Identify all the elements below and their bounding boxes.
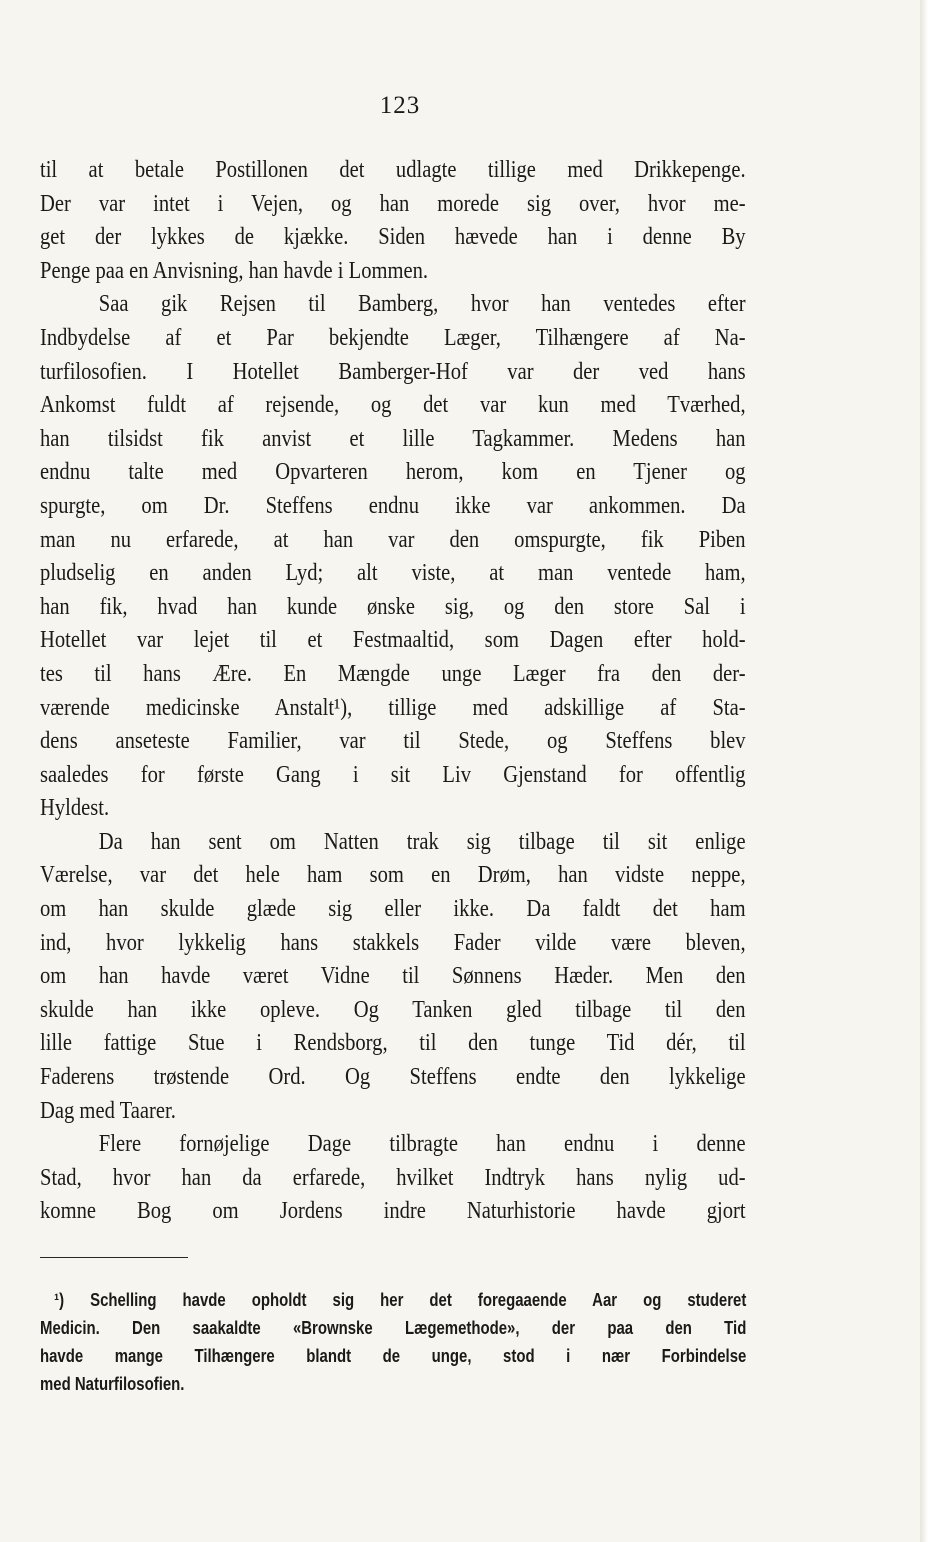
text-line: han tilsidst fik anvist et lille Tagkammer. Medens han (40, 424, 746, 452)
text-line: ind, hvor lykkelig hans stakkels Fader vilde være bleven, (40, 928, 746, 956)
footnote-line: med Naturfilosofien. (40, 1374, 185, 1394)
text-line: Stad, hvor han da erfarede, hvilket Indtryk hans nylig ud- (40, 1163, 746, 1191)
body-text (40, 153, 746, 1228)
footnote-line: Medicin. Den saakaldte «Brownske Lægemethode», der paa den Tid (40, 1318, 747, 1338)
text-line: Dag med Taarer. (40, 1096, 176, 1124)
text-line: Saa gik Rejsen til Bamberg, hvor han ventedes efter (98, 290, 746, 318)
footnote-divider (40, 1257, 188, 1258)
text-line: spurgte, om Dr. Steffens endnu ikke var ankommen. Da (40, 491, 746, 519)
text-line: Da han sent om Natten trak sig tilbage til sit enlige (98, 827, 746, 855)
text-line: Faderens trøstende Ord. Og Steffens endte den lykkelige (40, 1063, 746, 1091)
text-line: pludselig en anden Lyd; alt viste, at man ventede ham, (40, 559, 746, 587)
text-line: Indbydelse af et Par bekjendte Læger, Tilhængere af Na- (40, 323, 746, 351)
text-line: Ankomst fuldt af rejsende, og det var kun med Tværhed, (40, 391, 746, 419)
text-line: Penge paa en Anvisning, han havde i Lommen. (40, 256, 429, 284)
text-line: til at betale Postillonen det udlagte tillige med Drikkepenge. (40, 156, 746, 183)
page-edge (920, 0, 928, 1542)
text-line: get der lykkes de kjække. Siden hævede han i denne By (40, 223, 746, 251)
text-line: endnu talte med Opvarteren herom, kom en Tjener og (40, 458, 746, 486)
text-line: komne Bog om Jordens indre Naturhistorie havde gjort (40, 1197, 746, 1225)
text-line: Hotellet var lejet til et Festmaaltid, som Dagen efter hold- (40, 626, 746, 654)
footnote-marker: ¹) (54, 1290, 65, 1310)
footnote-text: Schelling havde opholdt sig her det foregaaende Aar og studeret (90, 1290, 747, 1310)
footnote (40, 1286, 747, 1398)
text-line: Hyldest. (40, 794, 110, 822)
text-line: lille fattige Stue i Rendsborg, til den tunge Tid dér, til (40, 1029, 746, 1057)
text-line: skulde han ikke opleve. Og Tanken gled tilbage til den (40, 995, 746, 1023)
text-line: dens anseteste Familier, var til Stede, og Steffens blev (40, 727, 746, 755)
text-line: om han havde været Vidne til Sønnens Hæder. Men den (40, 962, 746, 990)
footnote-line (40, 1286, 746, 1314)
text-line: værende medicinske Anstalt¹), tillige med adskillige af Sta- (40, 693, 746, 721)
text-line: han fik, hvad han kunde ønske sig, og den store Sal i (40, 592, 746, 620)
text-line: om han skulde glæde sig eller ikke. Da faldt det ham (40, 895, 746, 923)
page-number: 123 (379, 92, 421, 119)
text-line: Der var intet i Vejen, og han morede sig over, hvor me- (40, 189, 746, 217)
text-line: man nu erfarede, at han var den omspurgte, fik Piben (40, 525, 746, 553)
text-line: tes til hans Ære. En Mængde unge Læger fra den der- (40, 659, 746, 687)
text-line: Værelse, var det hele ham som en Drøm, han vidste neppe, (40, 861, 746, 889)
footnote-line: havde mange Tilhængere blandt de unge, stod i nær Forbindelse (40, 1346, 747, 1366)
text-line: saaledes for første Gang i sit Liv Gjenstand for offentlig (40, 760, 746, 788)
text-line: Flere fornøjelige Dage tilbragte han endnu i denne (98, 1130, 746, 1158)
text-line: turfilosofien. I Hotellet Bamberger-Hof var der ved hans (40, 357, 746, 385)
